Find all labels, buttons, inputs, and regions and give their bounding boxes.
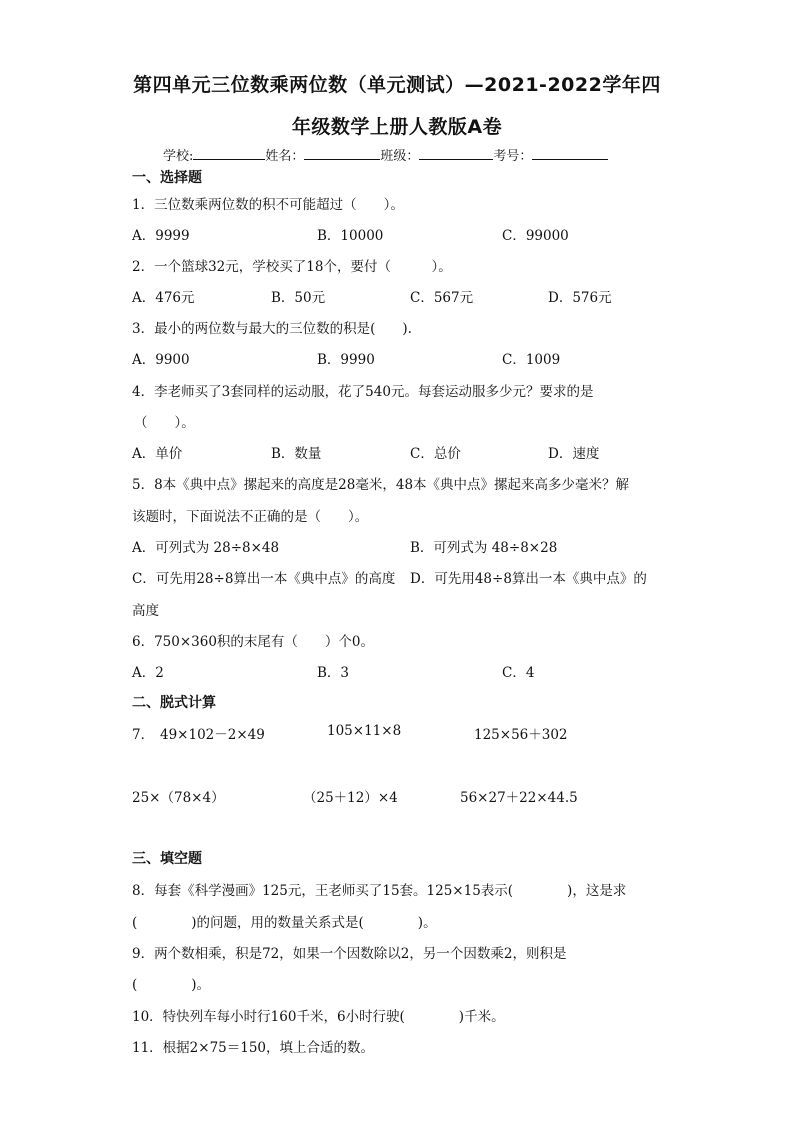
- class-label: 班级：: [380, 149, 420, 164]
- q4-option-b[interactable]: B．数量: [271, 446, 322, 462]
- school-label: 学校:: [163, 149, 194, 164]
- q6-stem: 6．750×360积的末尾有（ ）个0。: [132, 634, 375, 650]
- q7-expression-1: 49×102－2×49: [160, 727, 265, 743]
- q1-option-b[interactable]: B．10000: [317, 228, 384, 244]
- title-line-1: 第四单元三位数乘两位数（单元测试）—2021-2022学年四: [133, 74, 661, 96]
- q8-line-1: 8．每套《科学漫画》125元，王老师买了15套。125×15表示( )，这是求: [132, 883, 627, 899]
- title-line-2: 年级数学上册人教版A卷: [291, 116, 503, 138]
- q5-option-a[interactable]: A．可列式为 28÷8×48: [132, 540, 280, 556]
- number-label: 考号：: [493, 149, 533, 164]
- q6-option-c[interactable]: C．4: [502, 665, 535, 681]
- q5-option-b[interactable]: B．可列式为 48÷8×28: [410, 540, 558, 556]
- q6-option-b[interactable]: B．3: [317, 665, 350, 681]
- q1-option-a[interactable]: A．9999: [132, 228, 190, 244]
- q7-label: 7．: [132, 727, 155, 743]
- q10-line-1: 10．特快列车每小时行160千米，6小时行驶( )千米。: [132, 1009, 505, 1025]
- q1-stem: 1．三位数乘两位数的积不可能超过（ ）。: [132, 197, 404, 213]
- q7-expression-2: 105×11×8: [327, 723, 402, 739]
- q5-stem-line-1: 5．8本《典中点》摞起来的高度是28毫米，48本《典中点》摞起来高多少毫米？解: [132, 477, 630, 493]
- q11-line-1: 11．根据2×75＝150，填上合适的数。: [132, 1040, 375, 1056]
- q5-stem-line-2: 该题时，下面说法不正确的是（ ）。: [132, 509, 369, 525]
- q9-line-2: ( )。: [132, 977, 211, 993]
- q7-expression-3: 125×56＋302: [474, 727, 568, 743]
- q4-stem-line-1: 4．李老师买了3套同样的运动服，花了540元。每套运动服多少元？要求的是: [132, 384, 594, 400]
- q9-line-1: 9．两个数相乘，积是72，如果一个因数除以2，另一个因数乘2，则积是: [132, 946, 567, 962]
- q4-option-a[interactable]: A．单价: [132, 446, 183, 462]
- school-blank[interactable]: [193, 145, 265, 160]
- q7-expression-6: 56×27＋22×44.5: [460, 790, 578, 806]
- section-fill-title: 三、填空题: [132, 851, 202, 867]
- number-blank[interactable]: [532, 145, 608, 160]
- q2-option-d[interactable]: D．576元: [548, 290, 612, 306]
- q1-option-c[interactable]: C．99000: [502, 228, 569, 244]
- q8-line-2: ( )的问题，用的数量关系式是( )。: [132, 915, 437, 931]
- q4-option-c[interactable]: C．总价: [410, 446, 461, 462]
- q5-option-d-continued: 高度: [132, 603, 159, 619]
- q5-option-d[interactable]: D．可先用48÷8算出一本《典中点》的: [410, 571, 647, 587]
- class-blank[interactable]: [419, 145, 493, 160]
- q2-stem: 2．一个篮球32元，学校买了18个，要付（ ）。: [132, 259, 452, 275]
- q6-option-a[interactable]: A．2: [132, 665, 164, 681]
- name-blank[interactable]: [304, 145, 380, 160]
- q3-option-a[interactable]: A．9900: [132, 352, 190, 368]
- section-calculation-title: 二、脱式计算: [132, 695, 216, 711]
- section-choice-title: 一、选择题: [132, 170, 202, 186]
- q4-option-d[interactable]: D．速度: [548, 446, 600, 462]
- q3-stem: 3．最小的两位数与最大的三位数的积是( ).: [132, 321, 412, 337]
- q2-option-c[interactable]: C．567元: [410, 290, 474, 306]
- q7-expression-4: 25×（78×4）: [132, 790, 225, 806]
- q3-option-b[interactable]: B．9990: [317, 352, 375, 368]
- q3-option-c[interactable]: C．1009: [502, 352, 561, 368]
- q5-option-c[interactable]: C．可先用28÷8算出一本《典中点》的高度: [132, 571, 396, 587]
- q4-stem-line-2: （ ）。: [134, 415, 195, 431]
- q7-expression-5: （25＋12）×4: [303, 790, 398, 806]
- student-info-row: [163, 145, 608, 164]
- name-label: 姓名：: [265, 149, 305, 164]
- q2-option-a[interactable]: A．476元: [132, 290, 195, 306]
- q2-option-b[interactable]: B．50元: [271, 290, 326, 306]
